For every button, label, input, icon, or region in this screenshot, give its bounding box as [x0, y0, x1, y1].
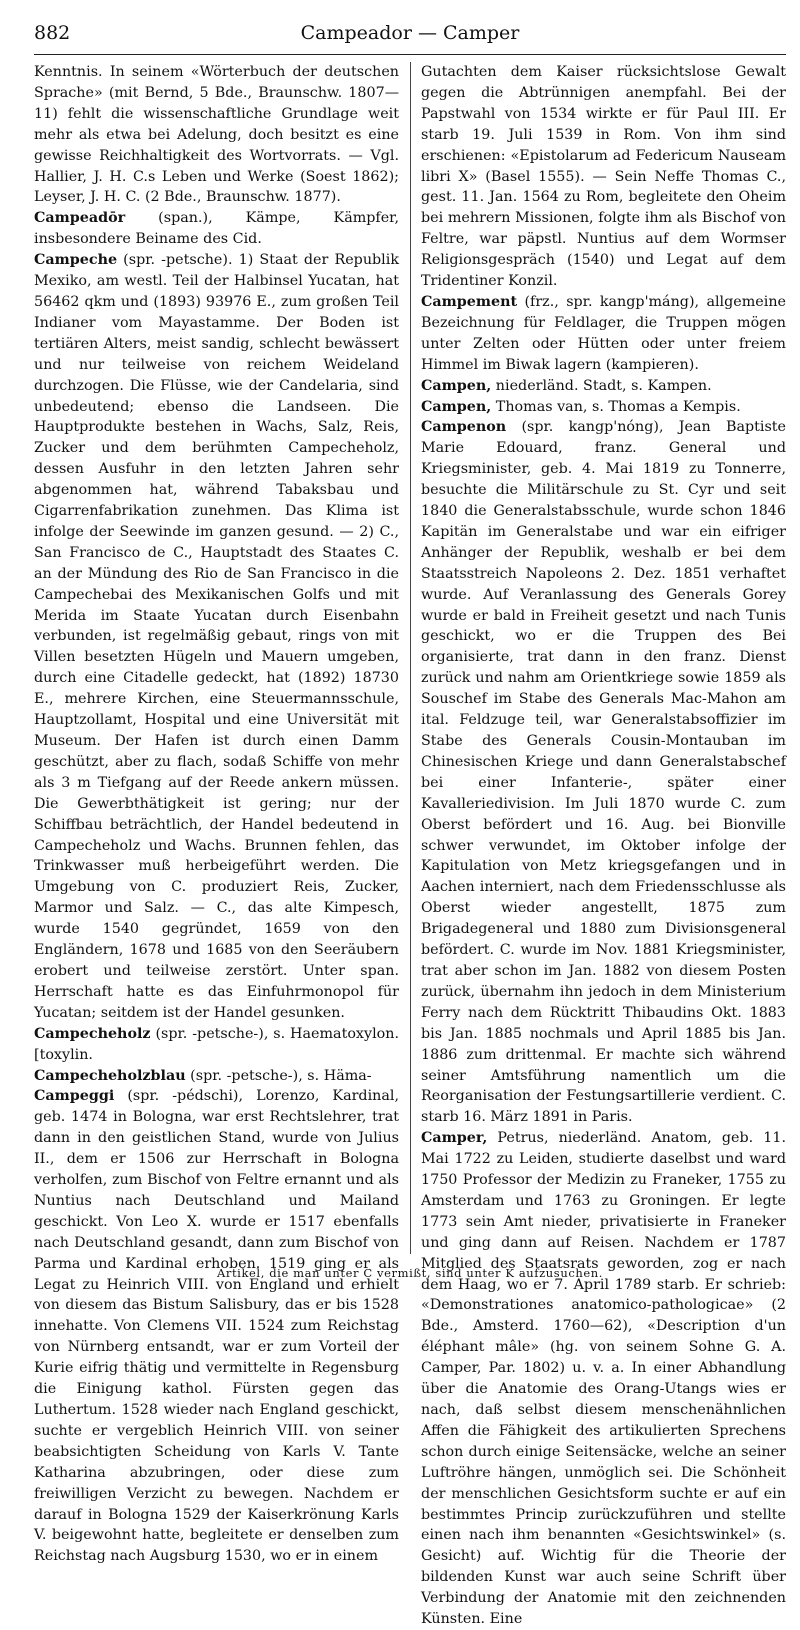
entry-headword: Camper, [421, 1130, 488, 1147]
entry-headword: Campen, [421, 377, 492, 394]
page-number: 882 [34, 22, 71, 44]
entry [34, 250, 399, 1024]
entry [34, 1066, 399, 1087]
footer-note: Artikel, die man unter C vermißt, sind unter K aufzusuchen. [216, 1266, 604, 1280]
dictionary-page [34, 18, 786, 1628]
entry [421, 376, 786, 397]
entry [421, 1128, 786, 1630]
entry-text: Thomas van, s. Thomas a Kempis. [491, 398, 741, 415]
entry-text: (spr. -petsche). 1) Staat der Republik Mexiko, am westl. Teil der Halbinsel Yucatan, hat 56462 qkm und (1893) 93976 E., zum großen Teil Indianer vom Mayastamme. Der Boden ist tertiären Alters, meist sandig, schlecht bewässert und nur teilweise von reichem Weideland durchzogen. Die Flüsse, wie der Candelaria, sind unbedeutend; ebenso die Landseen. Die Hauptprodukte bestehen in Wachs, Salz, Reis, Zucker und dem berühmten Campecheholz, dessen Ausfuhr in den letzten Jahren sehr abgenommen hat, während Tabaksbau und Cigarrenfabrikation zunehmen. Das Klima ist infolge der Seewinde im ganzen gesund. — 2) C., San Francisco de C., Hauptstadt des Staates C. an der Mündung des Rio de San Francisco in die Campechebai des Mexikanischen Golfs und mit Merida im Staate Yucatan durch Eisenbahn verbunden, ist regelmäßig gebaut, rings von mit Villen besetzten Hügeln und Mauern umgeben, durch eine Citadelle gedeckt, hat (1892) 18730 E., mehrere Kirchen, eine Steuermannsschule, Hauptzollamt, Hospital und eine Universität mit Museum. Der Hafen ist durch einen Damm geschützt, aber zu flach, sodaß Schiffe von mehr als 3 m Tiefgang auf der Reede ankern müssen. Die Gewerbthätigkeit ist gering; nur der Schiffbau beträchtlich, der Handel bedeutend in Campecheholz und Wachs. Brunnen fehlen, das Trinkwasser muß herbeigeführt werden. Die Umgebung von C. produziert Reis, Zucker, Marmor und Salz. — C., das alte Kimpesch, wurde 1540 gegründet, 1659 von den Engländern, 1678 und 1685 von den Seeräubern erobert und teilweise zerstört. Unter span. Herrschaft hatte es das Einfuhrmonopol für Yucatan; seitdem ist der Handel gesunken. [34, 252, 399, 1021]
entry-continuation [421, 62, 786, 292]
entry [34, 1024, 399, 1066]
entry-headword: Campen, [421, 398, 492, 415]
entry-headword: Campecheholzblau [34, 1067, 186, 1084]
entry-headword: Campeche [34, 252, 118, 269]
entry-headword: Campement [421, 293, 518, 310]
entry-text: niederländ. Stadt, s. Kampen. [491, 377, 712, 394]
right-column [421, 62, 786, 1628]
entry-text: (spr. -petsche-), s. Haematoxylon. [toxylin. [34, 1025, 399, 1063]
entry-text: (spr. kangp'nóng), Jean Baptiste Marie Edouard, franz. General und Kriegsminister, geb. 4. Mai 1819 zu Tonnerre, besuchte die Militärschule zu St. Cyr und seit 1840 die Generalstabsschule, wurde schon 1846 Kapitän im Generalstabe und war ein eifriger Anhänger der Republik, weshalb er bei dem Staatsstreich Napoleons 2. Dez. 1851 verhaftet wurde. Auf Veranlassung des Generals Gorey wurde er bald in Freiheit gesetzt und nach Tunis geschickt, wo er die Truppen des Bei organisierte, trat dann in den franz. Dienst zurück und nahm am Orientkriege sowie 1859 als Souschef im Stabe des Generals Mac-Mahon am ital. Feldzuge teil, war Generalstabsoffizier im Stabe des Generals Cousin-Montauban im Chinesischen Kriege und dann Generalstabschef bei einer Infanterie-, später einer Kavalleriedivision. Im Juli 1870 wurde C. zum Oberst befördert und 16. Aug. bei Bionville schwer verwundet, im Oktober infolge der Kapitulation von Metz kriegsgefangen und in Aachen interniert, nach dem Friedensschlusse als Oberst wieder angestellt, 1875 zum Brigadegeneral und 1880 zum Divisionsgeneral befördert. C. wurde im Nov. 1881 Kriegsminister, trat aber schon im Jan. 1882 von diesem Posten zurück, übernahm ihn jedoch in dem Ministerium Ferry nach dem Rücktritt Thibaudins Okt. 1883 bis Jan. 1885 nochmals und April 1885 bis Jan. 1886 zum drittenmal. Er machte sich während seiner Amtsführung namentlich um die Reorganisation der Festungsartillerie verdient. C. starb 16. März 1891 in Paris. [421, 419, 786, 1126]
entry-headword: Campecheholz [34, 1025, 151, 1042]
entry [421, 397, 786, 418]
entry-text: Petrus, niederländ. Anatom, geb. 11. Mai 1722 zu Leiden, studierte daselbst und ward 1750 Professor der Medizin zu Franeker, 1755 zu Amsterdam und 1763 zu Groningen. Er legte 1773 sein Amt nieder, privatisierte in Franeker und ging dann auf Reisen. Nachdem er 1787 Mitglied des Staatsrats geworden, zog er nach dem Haag, wo er 7. April 1789 starb. Er schrieb: «Demonstrationes anatomico-pathologicae» (2 Bde., Amsterd. 1760—62), «Description d'un éléphant mâle» (hg. von seinem Sohne G. A. Camper, Par. 1802) u. v. a. In einer Abhandlung über die Anatomie des Orang-Utangs wies er nach, daß selbst diesem menschenähnlichen Affen die Fähigkeit des artikulierten Sprechens schon durch einige Seitensäcke, welche an seiner Luftröhre hängen, unmöglich sei. Die Schönheit der menschlichen Gesichtsform suchte er auf ein bestimmtes Princip zurückzuführen und stellte einen nach ihm benannten «Gesichtswinkel» (s. Gesicht) auf. Wichtig für die Theorie der bildenden Kunst war auch seine Schrift über Verbindung der Anatomie mit den zeichnenden Künsten. Eine [421, 1130, 786, 1628]
entry-text: (spr. -pédschi), Lorenzo, Kardinal, geb. 1474 in Bologna, war erst Rechtslehrer, trat dann in den geistlichen Stand, wurde von Julius II., dem er 1506 zur Herrschaft in Bologna verholfen, zum Bischof von Feltre ernannt und als Nuntius nach Deutschland und Mailand geschickt. Von Leo X. wurde er 1517 ebenfalls nach Deutschland gesandt, dann zum Bischof von Parma und Kardinal erhoben. 1519 ging er als Legat zu Heinrich VIII. von England und erhielt von diesem das Bistum Salisbury, das er bis 1528 innehatte. Von Clemens VII. 1524 zum Reichstag von Nürnberg entsandt, war er zum Vorteil der Kurie eifrig thätig und vermittelte in Regensburg die Einigung kathol. Fürsten gegen das Luthertum. 1528 wieder nach England geschickt, suchte er vergeblich Heinrich VIII. von seiner beabsichtigten Scheidung von Karls V. Tante Katharina abzubringen, oder diese zum freiwilligen Verzicht zu bewegen. Nachdem er darauf in Bologna 1529 der Kaiserkrönung Karls V. beigewohnt hatte, begleitete er denselben zum Reichstag nach Augsburg 1530, wo er in einem [34, 1088, 399, 1565]
entry-headword: Campenon [421, 419, 507, 436]
entry-text: (spr. -petsche-), s. Häma- [185, 1067, 372, 1084]
entry-headword: Campeggi [34, 1088, 115, 1105]
entry-text: (frz., spr. kangp'máng), allgemeine Bezeichnung für Feldlager, die Truppen mögen unter Zelten oder Hütten oder unter freiem Himmel im Biwak lagern (kampieren). [421, 293, 786, 373]
entry-text: (span.), Kämpe, Kämpfer, insbesondere Beiname des Cid. [34, 210, 399, 248]
entry [421, 417, 786, 1128]
entry-text: Kenntnis. In seinem «Wörterbuch der deutschen Sprache» (mit Bernd, 5 Bde., Braunschw. 1807—11) fehlt die wissenschaftliche Grundlage weit mehr als etwa bei Adelung, doch besitzt es eine gewisse Reichhaltigkeit des Wortvorrats. — Vgl. Hallier, J. H. C.s Leben und Werke (Soest 1862); Leyser, J. H. C. (2 Bde., Braunschw. 1877). [34, 64, 399, 206]
running-head: Campeador — Camper [300, 22, 520, 44]
entry [421, 292, 786, 376]
entry-continuation [34, 62, 399, 208]
entry [34, 208, 399, 250]
entry-text: Gutachten dem Kaiser rücksichtslose Gewalt gegen die Abtrünnigen anempfahl. Bei der Papstwahl von 1534 wirkte er für Paul III. Er starb 19. Juli 1539 in Rom. Von ihm sind erschienen: «Epistolarum ad Federicum Nauseam libri X» (Basel 1555). — Sein Neffe Thomas C., gest. 11. Jan. 1564 zu Rom, begleitete den Oheim bei mehrern Missionen, folgte ihm als Bischof von Feltre, war päpstl. Nuntius auf dem Wormser Religionsgespräch (1540) und Legat auf dem Tridentiner Konzil. [421, 64, 786, 290]
entry [34, 1086, 399, 1567]
left-column [34, 62, 399, 1565]
page-header [34, 18, 786, 55]
column-divider [410, 62, 411, 1254]
entry-headword: Campeadōr [34, 210, 126, 227]
